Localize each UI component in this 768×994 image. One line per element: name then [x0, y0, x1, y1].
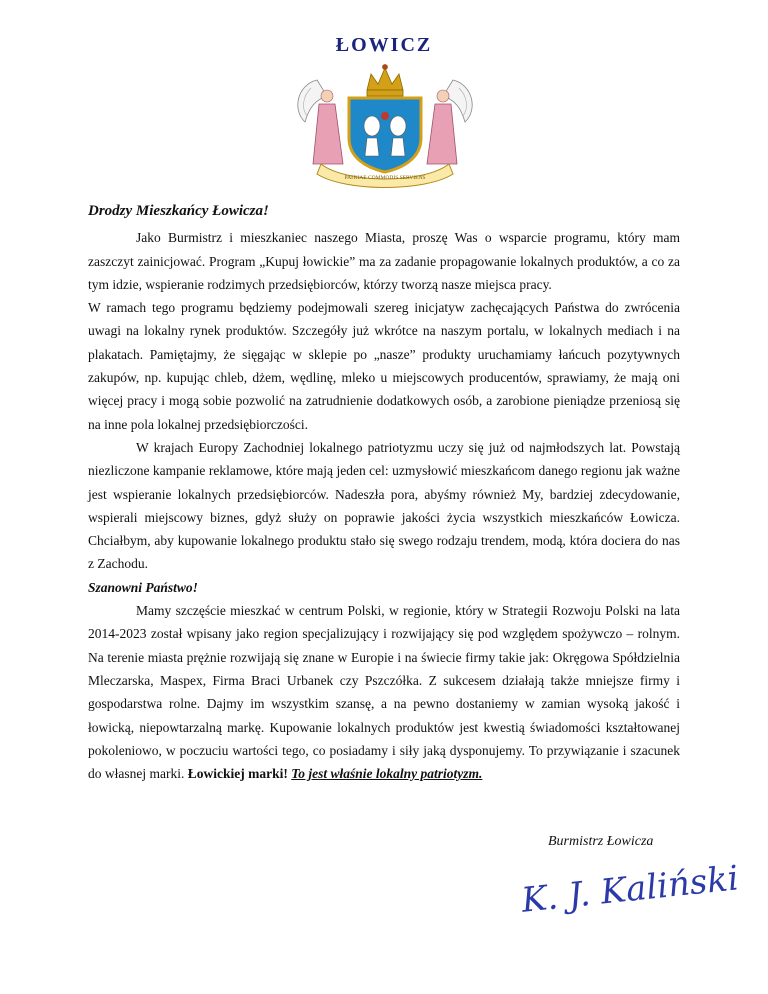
left-angel-head	[321, 90, 333, 102]
right-angel-head	[437, 90, 449, 102]
paragraph-2: W ramach tego programu będziemy podejmowali szereg inicjatyw zachęcających Państwa do zwrócenia uwagi na lokalny rynek produktów. Szczegóły już wkrótce na naszym portalu, w lokalnych mediach i na plakatach. Pamiętajmy, że sięgając w sklepie po „nasze” produkty uruchamiamy łańcuch pozytywnych zakupów, np. kupując chleb, dżem, wędlinę, mleko u miejscowych producentów, sprawiamy, że mają oni więcej pracy i mogą sobie pozwolić na zatrudnienie dodatkowych osób, a zarobione pieniądze przeniosą się na inne pola lokalnej przedsiębiorczości.	[88, 300, 680, 432]
letter-body	[88, 200, 680, 785]
closing-bold: Łowickiej marki!	[187, 766, 288, 782]
page-title: ŁOWICZ	[335, 34, 433, 56]
paragraph-3: W krajach Europy Zachodniej lokalnego patriotyzmu uczy się już od najmłodszych lat. Powstają niezliczone kampanie reklamowe, które mają jeden cel: uzmysłowić mieszkańcom danego regionu jak ważne jest wspieranie lokalnych przedsiębiorców. Nadeszła pora, abyśmy również My, bardziej zdecydowanie, wspierali miejscowy biznes, gdyż służy on poprawie jakości życia wszystkich mieszkańców Łowicza. Chciałbym, aby kupowanie lokalnego produktu stało się swego rodzaju trendem, modą, która dociera do nas z Zachodu.	[88, 439, 680, 572]
paragraph-4-text: Mamy szczęście mieszkać w centrum Polski, w regionie, który w Strategii Rozwoju Polski na lata 2014-2023 został wpisany jako region specjalizujący i rozwijający się pod względem spożywczo – rolnym. Na terenie miasta prężnie rozwijają się znane w Europie i na świecie firmy takie jak: Okręgowa Spółdzielnia Mleczarska, Maspex, Firma Braci Urbanek czy Pszczółka. Z sukcesem działają także mniejsze firmy i gospodarstwa rolne. Dajmy im wszystkim szansę, a na pewno dostaniemy w zamian wysoką jakość i łowicką, niepowtarzalną markę. Kupowanie lokalnych produktów jest kwestią świadomości kształtowanej pokoleniowo, w poczuciu wartości tego, co posiadamy i siły jaką dysponujemy. To przywiązanie i szacunek do własnej marki.	[88, 603, 680, 782]
motto-text: PATRIAE COMMODIS SERVIENS	[344, 175, 426, 181]
crown	[367, 65, 403, 97]
salutation: Drodzy Mieszkańcy Łowicza!	[88, 203, 269, 219]
handwritten-signature	[508, 858, 741, 940]
left-angel-robe	[313, 104, 343, 164]
shield	[349, 98, 421, 172]
right-angel-robe	[427, 104, 457, 164]
coat-of-arms	[287, 60, 483, 188]
paragraph-1: Jako Burmistrz i mieszkaniec naszego Miasta, proszę Was o wsparcie programu, który mam zaszczyt zainicjować. Program „Kupuj łowickie” ma za zadanie propagowanie lokalnych produktów, a co za tym idzie, wspieranie rodzimych przedsiębiorców, którzy tworzą nasze miejsca pracy.	[88, 230, 680, 292]
signature-title: Burmistrz Łowicza	[548, 834, 654, 849]
sub-salutation: Szanowni Państwo!	[88, 579, 198, 595]
paragraph-4	[88, 599, 680, 785]
closing-underlined: To jest właśnie lokalny patriotyzm.	[291, 766, 483, 782]
signature-text: K. J. Kaliński	[519, 858, 741, 921]
